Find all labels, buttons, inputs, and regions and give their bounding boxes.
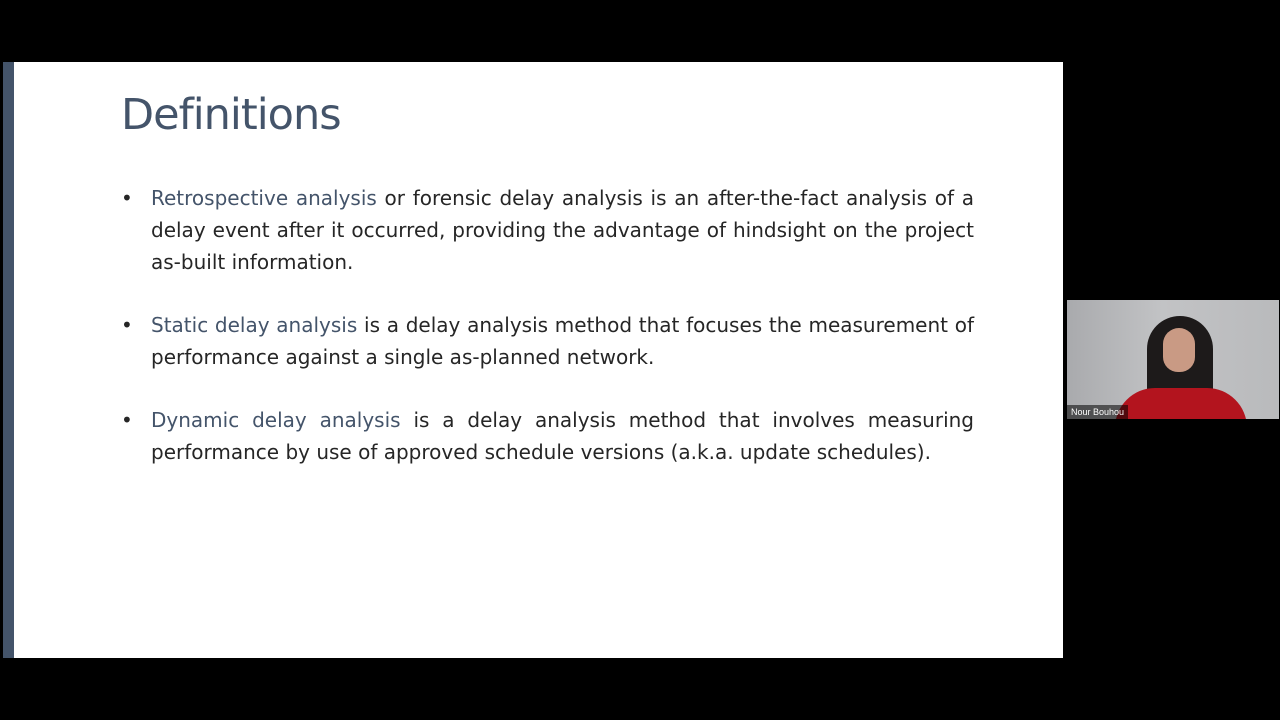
definition-text: is a delay analysis method that involves measuring performance by use of approved schedule versions (a.k.a. update schedules).: [151, 408, 974, 464]
slide-title: Definitions: [121, 90, 341, 140]
term-dynamic-delay-analysis: Dynamic delay analysis: [151, 408, 401, 432]
participant-name-label: Nour Bouhou: [1067, 405, 1128, 419]
bullet-icon: •: [121, 313, 133, 337]
term-retrospective-analysis: Retrospective analysis: [151, 186, 377, 210]
definition-retrospective: [118, 182, 974, 278]
participant-shirt: [1115, 388, 1247, 419]
participant-face: [1163, 328, 1195, 372]
definition-text: is a delay analysis method that focuses the measurement of performance against a single as-planned network.: [151, 313, 974, 369]
term-static-delay-analysis: Static delay analysis: [151, 313, 358, 337]
bullet-icon: •: [121, 408, 133, 432]
bullet-icon: •: [121, 186, 133, 210]
slide-left-accent-bar: [3, 62, 14, 658]
definition-dynamic: [118, 404, 974, 468]
definition-text: or forensic delay analysis is an after-the-fact analysis of a delay event after it occurred, providing the advantage of hindsight on the project as-built information.: [151, 186, 975, 274]
definition-list: [118, 182, 974, 499]
shared-slide: [3, 62, 1063, 658]
participant-video-tile[interactable]: [1067, 300, 1279, 419]
definition-static: [118, 309, 974, 373]
